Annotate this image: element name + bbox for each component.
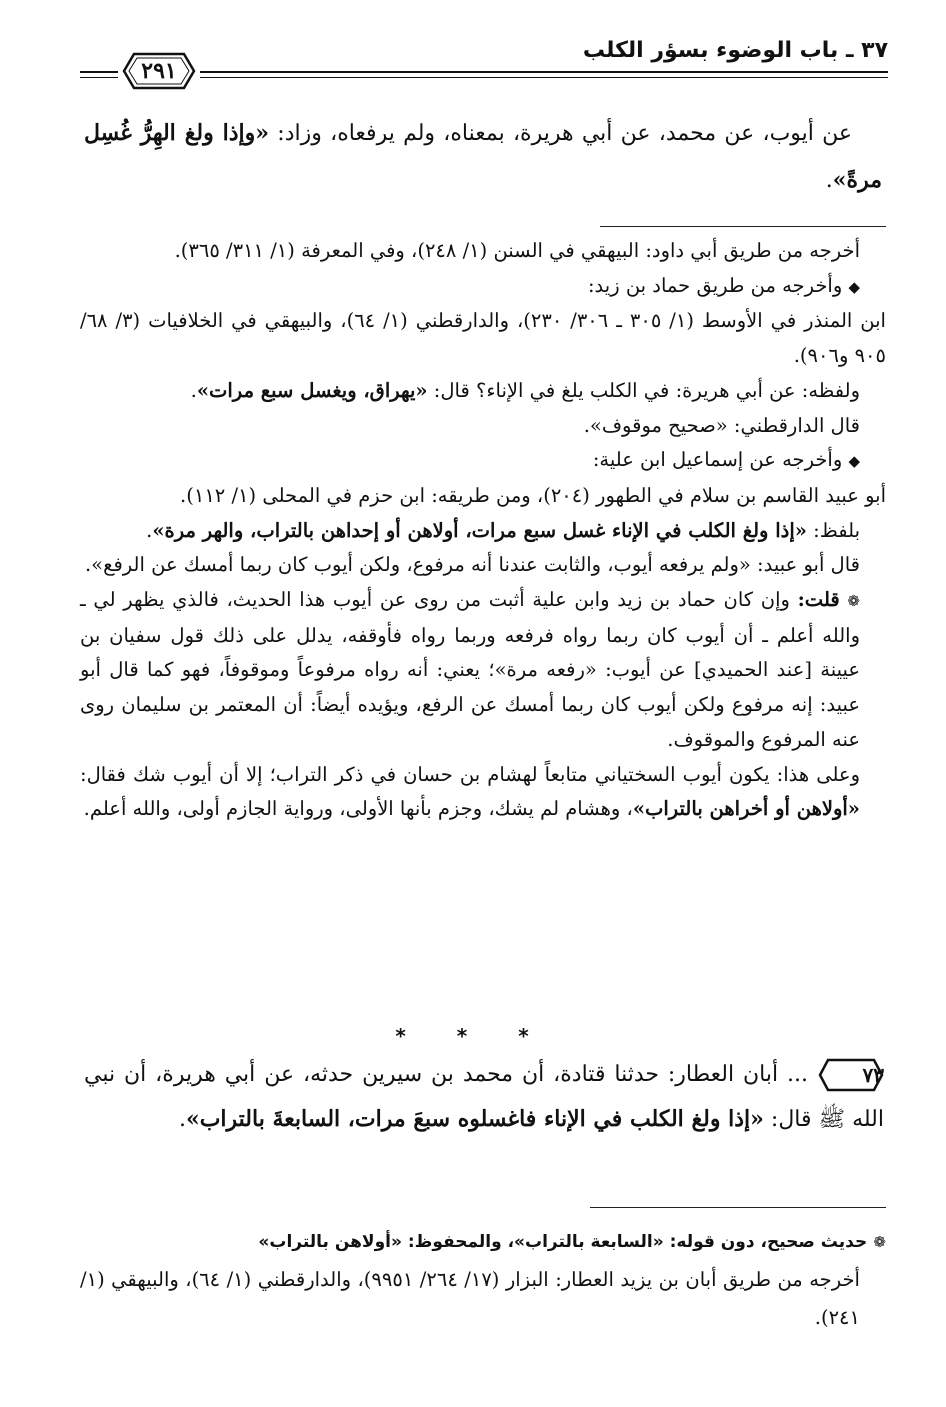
note-text: .: [190, 378, 197, 402]
hadith-bold: «إذا ولغ الكلب في الإناء فاغسلوه سبعَ مرات، السابعةَ بالتراب»: [185, 1106, 764, 1132]
hadith-number: ٧٣: [862, 1063, 884, 1087]
hadith-paragraph: [84, 1052, 884, 1142]
hadith-footnote: [80, 1222, 886, 1337]
note-text: ولفظه: عن أبي هريرة: في الكلب يلغ في الإناء؟ قال:: [427, 378, 860, 402]
note-line: [80, 443, 886, 479]
chapter-title: ٣٧ ـ باب الوضوء بسؤر الكلب: [582, 38, 888, 63]
note-text: وإن كان حماد بن زيد وابن علية أثبت من روى عن أيوب هذا الحديث، فالذي يظهر لي ـ والله أعلم ـ أن أيوب كان ربما رواه فرفعه وربما رواه فأوقفه، يدلل على ذلك قول سفيان بن عيينة [عند الحميدي] عن أيوب: «رفعه مرة»؛ يعني: أنه رواه مرفوعاً وموقوفاً، فهو كما قال أبو عبيد: إنه مرفوع ولكن أيوب كان ربما أمسك عن الرفع، ويؤيده أيضاً: أن المعتمر بن سليمان روى عنه المرفوع والموقوف.: [80, 588, 860, 751]
note-text: بلفظ:: [806, 518, 860, 542]
hadith-verdict: حديث صحيح، دون قوله: «السابعة بالتراب»، والمحفوظ: «أولاهن بالتراب»: [258, 1232, 868, 1252]
note-text: .: [146, 518, 153, 542]
note-line: [80, 758, 886, 827]
note-text: وأخرجه من طريق حماد بن زيد:: [587, 273, 843, 297]
note-line: [80, 514, 886, 549]
note-line: أخرجه من طريق أبي داود: البيهقي في السنن (١/ ٢٤٨)، وفي المعرفة (١/ ٣١١/ ٣٦٥).: [174, 239, 860, 262]
hadith-text: [84, 1052, 884, 1142]
hadith-number-badge: [818, 1058, 884, 1092]
note-bold: «أولاهن أو أخراهن بالتراب»: [632, 797, 860, 821]
header-rule-thin: [80, 77, 888, 78]
note-line: ابن المنذر في الأوسط (١/ ٣٠٥ ـ ٣٠٦/ ٢٣٠)، والدارقطني (١/ ٦٤)، والبيهقي في الخلافيات (٣/ ٦٨/ ٩٠٥ و٩٠٦).: [80, 309, 886, 368]
header-rule: [80, 71, 888, 73]
main-text: [84, 110, 882, 204]
diamond-icon: ◆: [848, 277, 860, 296]
note-text: وأخرجه عن إسماعيل ابن علية:: [592, 448, 843, 472]
section-divider-stars: * * *: [395, 1024, 551, 1048]
footnote-separator: [600, 226, 886, 227]
note-bold: قلت:: [797, 588, 840, 612]
hadith-plain: ... أبان العطار: حدثنا قتادة، أن محمد بن سيرين حدثه، عن أبي هريرة، أن نبي الله ﷺ قال:: [84, 1062, 884, 1132]
main-text-bold: «وإذا ولغ الهِرُّ غُسِل مرةً»: [84, 120, 882, 193]
footnote-line: أخرجه من طريق أبان بن يزيد العطار: البزار (١٧/ ٢٦٤/ ٩٩٥١)، والدارقطني (١/ ٦٤)، والبيهقي (١/ ٢٤١).: [80, 1268, 860, 1329]
diamond-icon: ◆: [848, 452, 860, 471]
note-line: [80, 583, 886, 758]
flower-icon: ❁: [873, 1233, 886, 1251]
main-text-end: .: [825, 168, 833, 193]
flower-icon: ❁: [847, 592, 860, 611]
main-text-plain: عن أيوب، عن محمد، عن أبي هريرة، بمعناه، ولم يرفعاه، وزاد:: [269, 121, 852, 146]
note-line: قال أبو عبيد: «ولم يرفعه أيوب، والثابت عندنا أنه مرفوع، ولكن أيوب كان ربما أمسك عن الرفع».: [84, 553, 860, 577]
note-text: ، وهشام لم يشك، وجزم بأنها الأولى، ورواية الجازم أولى، والله أعلم.: [83, 797, 633, 821]
hadith-end: .: [178, 1107, 186, 1132]
note-line: [80, 269, 886, 305]
note-bold: «يهراق، ويغسل سبع مرات»: [196, 378, 428, 402]
verdict-line: [80, 1222, 886, 1261]
note-text: وعلى هذا: يكون أيوب السختياني متابعاً لهشام بن حسان في ذكر التراب؛ إلا أن أيوب شك فقال:: [80, 762, 860, 786]
main-paragraph: [84, 110, 882, 204]
takhrij-notes: [80, 234, 886, 827]
page-number: ٢٩١: [141, 58, 177, 84]
note-line: قال الدارقطني: «صحيح موقوف».: [583, 413, 860, 437]
page-header: [80, 38, 888, 86]
note-line: أبو عبيد القاسم بن سلام في الطهور (٢٠٤)، ومن طريقه: ابن حزم في المحلى (١/ ١١٢).: [180, 483, 886, 507]
footnote-separator: [590, 1207, 886, 1208]
note-bold: «إذا ولغ الكلب في الإناء غسل سبع مرات، أولاهن أو إحداهن بالتراب، والهر مرة»: [152, 518, 807, 542]
page-number-badge: [122, 50, 196, 92]
note-line: [80, 374, 886, 409]
